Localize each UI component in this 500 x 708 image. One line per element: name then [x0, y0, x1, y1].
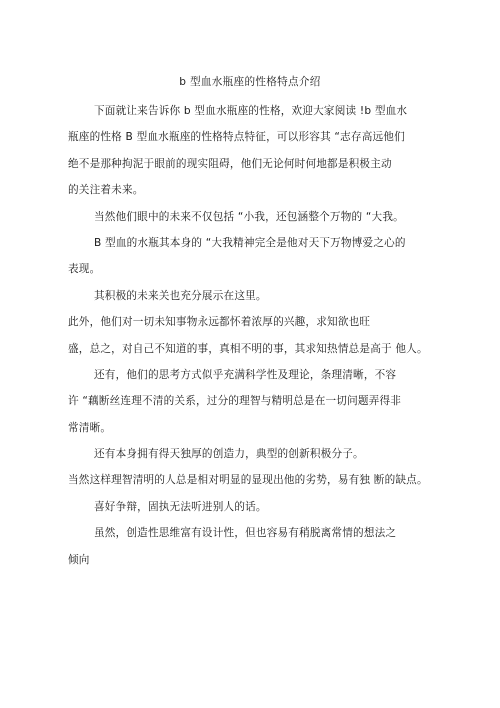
text-line: 许 “藕断丝连理不清的关系，过分的理智与精明总是在一切问题弄得非 — [68, 395, 402, 407]
text-line: 盛，总之，对自己不知道的事，真相不明的事，其求知热情总是高于 他人。 — [68, 343, 428, 355]
text-line: 还有，他们的思考方式似乎充满科学性及理论，条理清晰，不容 — [94, 369, 397, 381]
text-line: 下面就让来告诉你 b 型血水瓶座的性格，欢迎大家阅读 !b 型血水 — [94, 105, 408, 117]
document-title: b 型血水瓶座的性格特点介绍 — [179, 76, 321, 88]
text-line: 虽然，创造性思维富有设计性，但也容易有稍脱离常情的想法之 — [94, 527, 397, 539]
text-line: 瓶座的性格 B 型血水瓶座的性格特点特征，可以形容其 “志存高远他们 — [68, 131, 405, 143]
text-line: 倾向 — [68, 554, 90, 566]
text-line: 常清晰。 — [68, 422, 112, 434]
text-line: 其积极的未来关也充分展示在这里。 — [94, 290, 267, 302]
text-line: 还有本身拥有得天独厚的创造力，典型的创新积极分子。 — [94, 448, 364, 460]
text-line: 当然这样理智清明的人总是相对明显的显现出他的劣势，易有独 断的缺点。 — [68, 474, 428, 486]
text-line: B 型血的水瓶其本身的 “大我精神完全是他对天下万物博爱之心的 — [94, 237, 406, 249]
text-line: 的关注着未来。 — [68, 184, 144, 196]
text-line: 喜好争辩，固执无法听进别人的话。 — [94, 501, 267, 513]
text-line: 此外，他们对一切未知事物永远都怀着浓厚的兴趣，求知欲也旺 — [68, 316, 371, 328]
text-line: 表现。 — [68, 263, 101, 275]
text-line: 当然他们眼中的未来不仅包括 “小我，还包涵整个万物的 “大我。 — [94, 211, 404, 223]
text-line: 绝不是那种拘泥于眼前的现实阻碍，他们无论何时何地都是积极主动 — [68, 158, 392, 170]
